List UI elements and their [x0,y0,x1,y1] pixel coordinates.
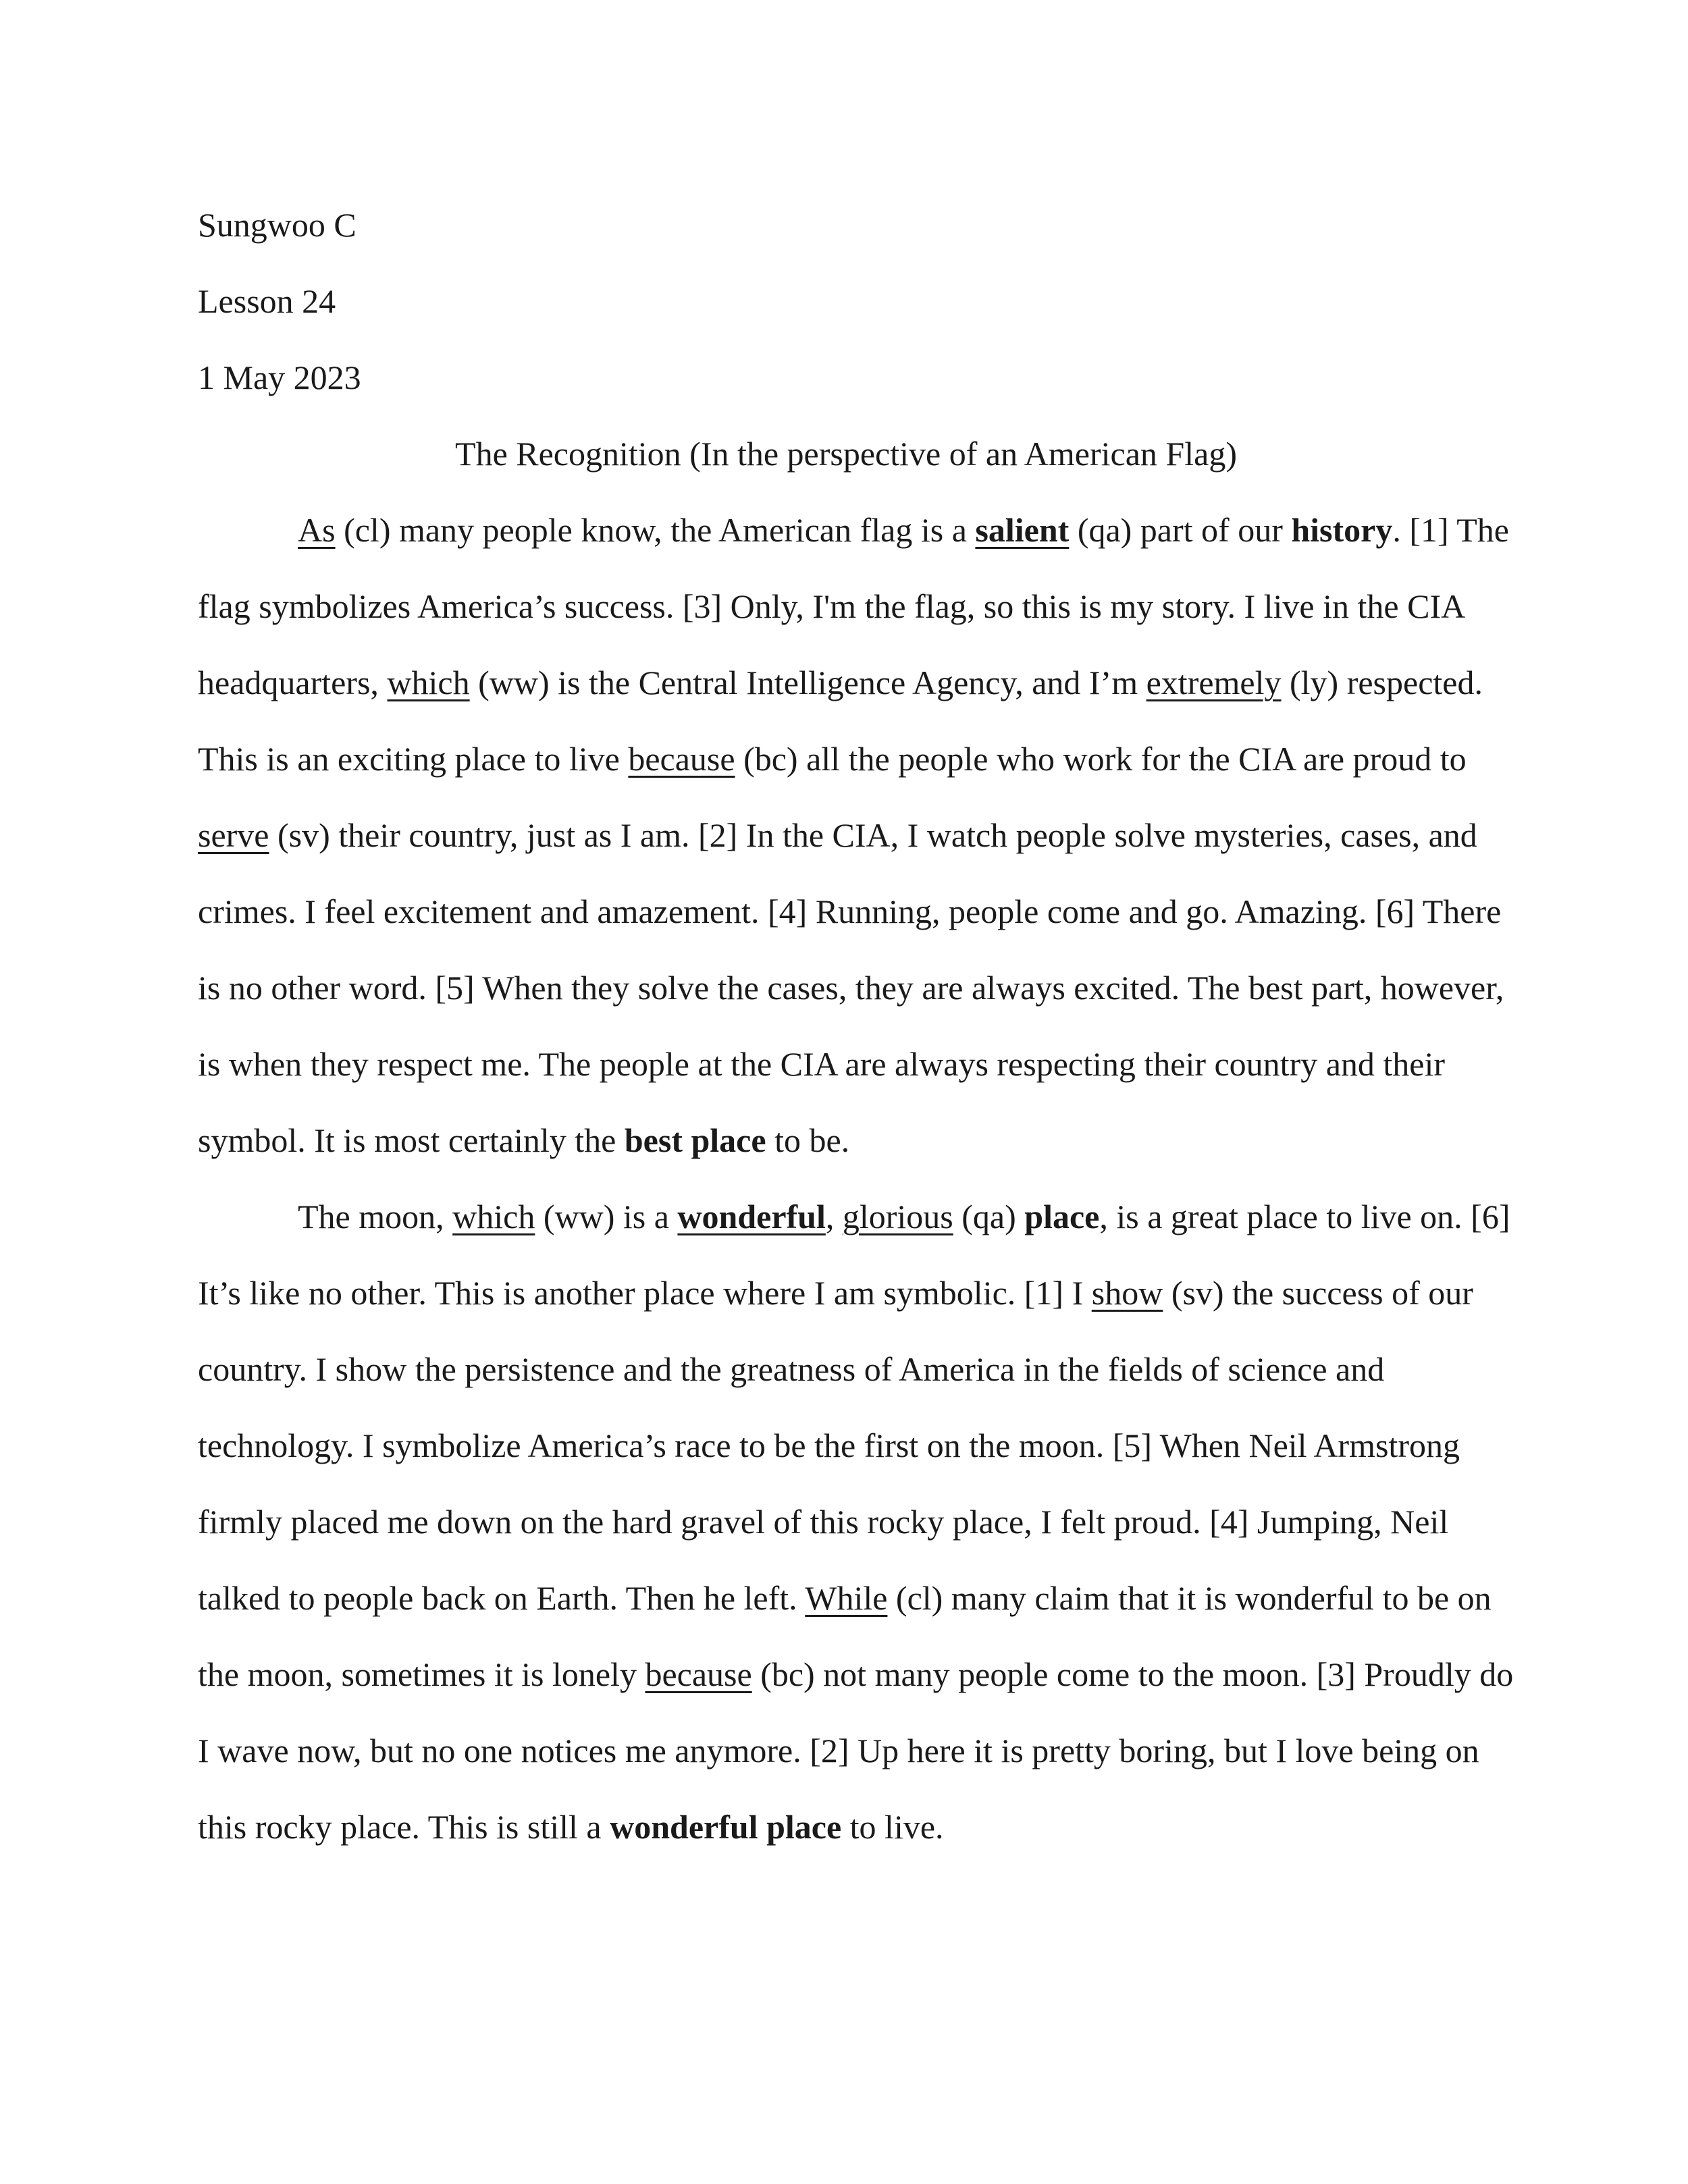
document-date: 1 May 2023 [198,358,361,396]
paragraph-line: flag symbolizes America’s success. [3] Only, I'm the flag, so this is my story. I live in the CIA [198,587,1466,625]
paragraph-line: technology. I symbolize America’s race to be the first on the moon. [5] When Neil Armstrong [198,1427,1460,1464]
text-run: (ww) is a [535,1198,678,1235]
text-run: (bc) not many people come to the moon. [3] Proudly do [751,1655,1514,1693]
underlined-word: While [805,1579,888,1617]
text-run: symbol. It is most certainly the [198,1121,625,1159]
paragraph-line: firmly placed me down on the hard gravel of this rocky place, I felt proud. [4] Jumping, Neil [198,1503,1449,1541]
text-run: to be. [766,1121,850,1159]
underlined-word: because [645,1655,752,1693]
paragraph-line [198,492,1509,568]
bold-word: place [1024,1198,1100,1235]
text-run: (qa) part of our [1069,511,1292,549]
text-run: This is an exciting place to live [198,740,629,778]
paragraph-line [198,1560,1494,1636]
bold-word: wonderful place [610,1808,842,1846]
text-run: (cl) many people know, the American flag is a [335,511,976,549]
text-run: (cl) many claim that it is wonderful to be on [887,1579,1492,1617]
underlined-word: which [452,1198,535,1235]
text-run: , [825,1198,843,1235]
document-body [198,187,1514,1865]
paragraph-line [198,721,1494,797]
text-run: (sv) the success of our [1163,1274,1473,1312]
student-name: Sungwoo C [198,206,357,244]
paragraph-line [198,1636,1514,1713]
paragraph-line: crimes. I feel excitement and amazement. [4] Running, people come and go. Amazing. [6] There [198,893,1502,930]
paragraph-line: I wave now, but no one notices me anymore. [2] Up here it is pretty boring, but I love being on [198,1732,1479,1769]
bold-underlined-word: wonderful [677,1198,826,1235]
text-run: , is a great place to live on. [6] [1099,1198,1510,1235]
underlined-word: which [387,664,470,701]
paragraph-line [198,1102,1494,1179]
paragraph-line [198,1789,1494,1865]
underlined-word: show [1091,1274,1163,1312]
paragraph-1 [198,492,1509,1179]
paragraph-line: is when they respect me. The people at the CIA are always respecting their country and their [198,1045,1446,1083]
paragraph-line: country. I show the persistence and the greatness of America in the fields of science and [198,1350,1385,1388]
text-run: to live. [841,1808,944,1846]
text-run: (ly) respected. [1281,664,1483,701]
text-run: (qa) [953,1198,1025,1235]
text-run: talked to people back on Earth. Then he left. [198,1579,806,1617]
paragraph-line [198,797,1494,874]
paragraph-line [198,645,1494,721]
underlined-word: because [628,740,735,778]
text-run: headquarters, [198,664,388,701]
text-run: this rocky place. This is still a [198,1808,610,1846]
paragraph-2 [198,1179,1514,1865]
bold-word: best place [624,1121,766,1159]
paragraph-line [198,1179,1510,1255]
text-run: (ww) is the Central Intelligence Agency, and I’m [469,664,1146,701]
underlined-word: extremely [1146,664,1282,701]
underlined-word: serve [198,816,269,854]
text-run: (bc) all the people who work for the CIA are proud to [735,740,1467,778]
underlined-word: As [298,511,336,549]
paragraph-line: is no other word. [5] When they solve the cases, they are always excited. The best part, however, [198,969,1504,1007]
essay-title: The Recognition (In the perspective of an American Flag) [455,435,1237,473]
underlined-word: glorious [842,1198,953,1235]
bold-underlined-word: salient [975,511,1070,549]
text-run: The moon, [298,1198,453,1235]
text-run: the moon, sometimes it is lonely [198,1655,645,1693]
lesson-number: Lesson 24 [198,282,336,320]
text-run: It’s like no other. This is another place where I am symbolic. [1] I [198,1274,1092,1312]
paragraph-line [198,1255,1494,1331]
text-run: . [1] The [1392,511,1509,549]
text-run: (sv) their country, just as I am. [2] In the CIA, I watch people solve mysteries, cases, and [269,816,1477,854]
bold-word: history [1291,511,1393,549]
